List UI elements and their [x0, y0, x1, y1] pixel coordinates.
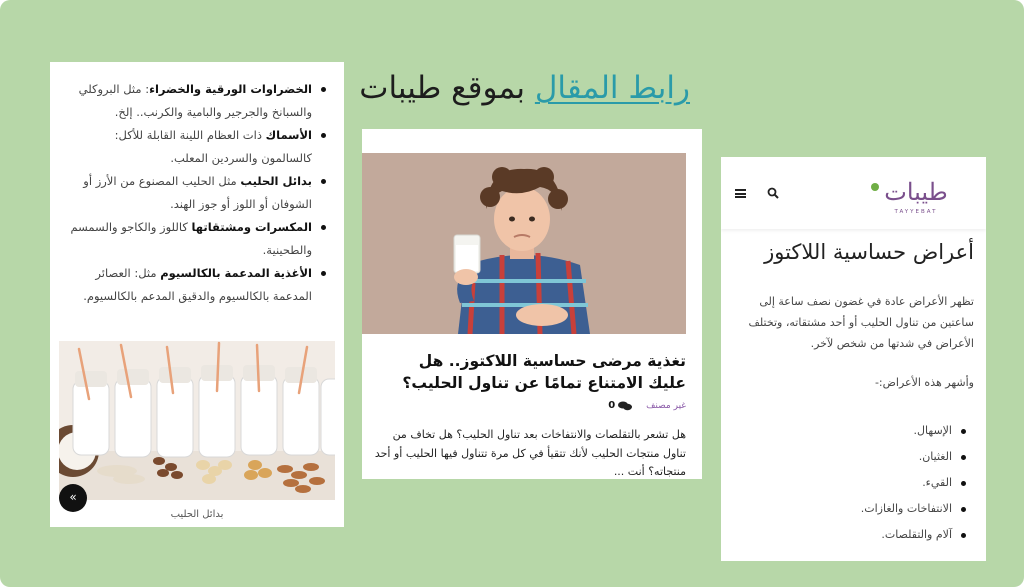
- calcium-sources-list: [62, 78, 328, 308]
- list-item: الأغذية المدعمة بالكالسيوم مثل: العصائر المدعمة بالكالسيوم والدقيق المدعم بالكالسيوم.: [62, 262, 328, 308]
- image-caption: بدائل الحليب: [170, 509, 224, 520]
- scroll-to-top-button[interactable]: «: [59, 484, 87, 512]
- list-item: الغثيان.: [768, 444, 968, 470]
- symptoms-subheading: وأشهر هذه الأعراض:-: [874, 376, 974, 389]
- title-text: بموقع طيبات: [359, 70, 535, 106]
- list-item: الإسهال.: [768, 418, 968, 444]
- tayyebat-logo[interactable]: [860, 173, 972, 217]
- comments-icon: [618, 401, 632, 411]
- symptoms-list: [768, 418, 968, 548]
- logo-text: طيبات: [884, 178, 948, 206]
- logo-subtext: TAYYEBAT: [894, 209, 938, 215]
- search-icon[interactable]: [767, 187, 779, 199]
- slide-title: [360, 64, 690, 112]
- symptoms-heading: أعراض حساسية اللاكتوز: [764, 240, 974, 264]
- comments-count[interactable]: 0: [608, 400, 632, 411]
- list-item: بدائل الحليب مثل الحليب المصنوع من الأرز أو الشوفان أو اللوز أو جوز الهند.: [62, 170, 328, 216]
- list-item: الخضراوات الورقية والخضراء: مثل البروكلي والسبانخ والجرجير والبامية والكرنب.. إلخ.: [62, 78, 328, 124]
- symptoms-card: [721, 157, 986, 561]
- article-meta: [608, 400, 686, 411]
- list-item: المكسرات ومشتقاتها كاللوز والكاجو والسمسم والطحينية.: [62, 216, 328, 262]
- article-preview-card: [362, 129, 702, 479]
- article-excerpt: هل تشعر بالتقلصات والانتفاخات بعد تناول الحليب؟ هل تخاف من تناول منتجات الحليب لأنك تتقيأ في كل مرة تتناول فيها الحليب أو أحد منتجاته؟ أنت ...: [374, 428, 686, 478]
- calcium-sources-card: [50, 62, 344, 527]
- list-item: الانتفاخات والغازات.: [768, 496, 968, 522]
- list-item: القيء.: [768, 470, 968, 496]
- list-item: آلام والتقلصات.: [768, 522, 968, 548]
- article-category[interactable]: غير مصنف: [646, 400, 686, 411]
- boy-with-milk-image[interactable]: [362, 153, 686, 334]
- list-item: الأسماك ذات العظام اللينة القابلة للأكل: كالسالمون والسردين المعلب.: [62, 124, 328, 170]
- hamburger-menu-icon[interactable]: [735, 189, 746, 198]
- article-title[interactable]: تغذية مرضى حساسية اللاكتوز.. هل عليك الامتناع تمامًا عن تناول الحليب؟: [402, 352, 686, 392]
- symptoms-paragraph: تظهر الأعراض عادة في غضون نصف ساعة إلى ساعتين من تناول الحليب أو أحد مشتقاته، وتختلف الأعراض في شدتها من شخص لآخر.: [748, 295, 974, 350]
- article-link[interactable]: رابط المقال: [534, 70, 690, 106]
- milk-alternatives-image: [59, 341, 335, 500]
- site-header: [721, 157, 986, 229]
